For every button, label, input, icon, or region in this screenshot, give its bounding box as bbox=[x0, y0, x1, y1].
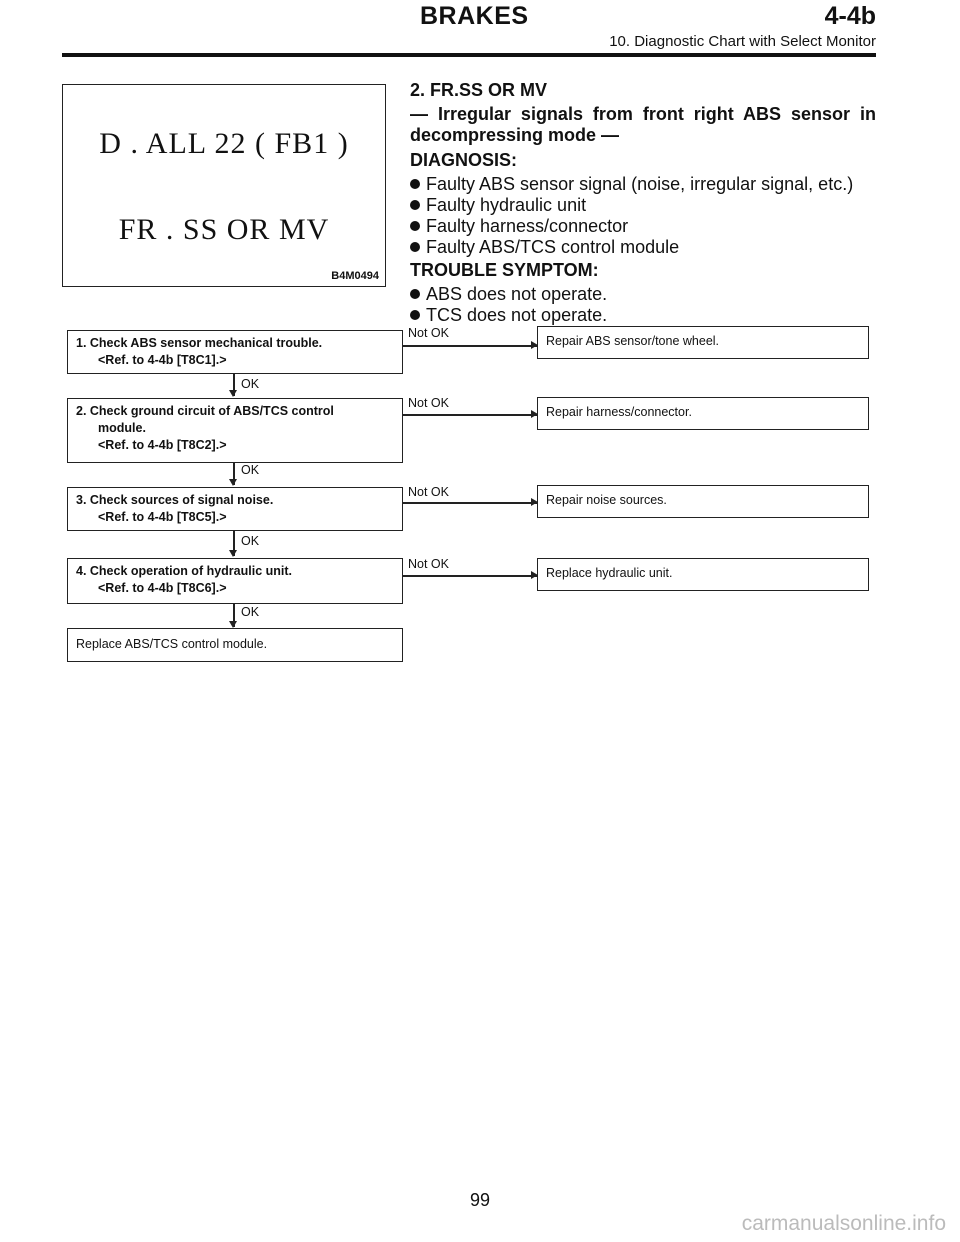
symptom-item: ABS does not operate. bbox=[410, 284, 607, 305]
flow-step-4: 4. Check operation of hydraulic unit. <Ref. to 4-4b [T8C6].> bbox=[67, 558, 403, 604]
not-ok-label: Not OK bbox=[408, 326, 449, 340]
bullet-icon bbox=[410, 242, 420, 252]
symptom-heading: TROUBLE SYMPTOM: bbox=[410, 260, 599, 280]
bullet-icon bbox=[410, 289, 420, 299]
section-title: BRAKES bbox=[420, 2, 529, 30]
page-number: 99 bbox=[469, 1190, 491, 1210]
ok-arrow bbox=[233, 374, 235, 396]
monitor-display-figure bbox=[62, 84, 386, 287]
figure-code: B4M0494 bbox=[331, 270, 379, 282]
display-line-2: FR . SS OR MV bbox=[118, 213, 330, 246]
diagnosis-heading: DIAGNOSIS: bbox=[410, 150, 518, 170]
section-subtitle: 10. Diagnostic Chart with Select Monitor bbox=[609, 33, 876, 50]
not-ok-arrow bbox=[403, 345, 537, 347]
ok-label: OK bbox=[241, 463, 260, 477]
header-rule bbox=[62, 53, 876, 57]
flow-action-4: Replace hydraulic unit. bbox=[537, 558, 869, 591]
trouble-title: 2. FR.SS OR MV bbox=[410, 80, 548, 100]
ok-arrow bbox=[233, 463, 235, 485]
ok-label: OK bbox=[241, 534, 260, 548]
diagnosis-item: Faulty hydraulic unit bbox=[410, 195, 586, 216]
flow-step-3: 3. Check sources of signal noise. <Ref. to 4-4b [T8C5].> bbox=[67, 487, 403, 531]
watermark: carmanualsonline.info bbox=[741, 1212, 946, 1235]
section-code: 4-4b bbox=[824, 2, 876, 30]
flow-action-1: Repair ABS sensor/tone wheel. bbox=[537, 326, 869, 359]
flow-step-1: 1. Check ABS sensor mechanical trouble. <Ref. to 4-4b [T8C1].> bbox=[67, 330, 403, 374]
not-ok-arrow bbox=[403, 502, 537, 504]
flow-final-step: Replace ABS/TCS control module. bbox=[67, 628, 403, 662]
ok-label: OK bbox=[241, 377, 260, 391]
not-ok-label: Not OK bbox=[408, 557, 449, 571]
display-line-1: D . ALL 22 ( FB1 ) bbox=[99, 127, 349, 160]
bullet-icon bbox=[410, 179, 420, 189]
ok-label: OK bbox=[241, 605, 260, 619]
flow-action-2: Repair harness/connector. bbox=[537, 397, 869, 430]
diagnosis-item: Faulty harness/connector bbox=[410, 216, 628, 237]
not-ok-label: Not OK bbox=[408, 396, 449, 410]
diagnosis-item: Faulty ABS/TCS control module bbox=[410, 237, 679, 258]
not-ok-label: Not OK bbox=[408, 485, 449, 499]
ok-arrow bbox=[233, 604, 235, 627]
symptom-item: TCS does not operate. bbox=[410, 305, 607, 326]
trouble-description: — Irregular signals from front right ABS sensor in decompressing mode — bbox=[410, 104, 876, 145]
bullet-icon bbox=[410, 310, 420, 320]
bullet-icon bbox=[410, 221, 420, 231]
diagnosis-item: Faulty ABS sensor signal (noise, irregular signal, etc.) bbox=[410, 174, 853, 195]
ok-arrow bbox=[233, 531, 235, 556]
flow-step-2: 2. Check ground circuit of ABS/TCS control module. <Ref. to 4-4b [T8C2].> bbox=[67, 398, 403, 463]
not-ok-arrow bbox=[403, 575, 537, 577]
bullet-icon bbox=[410, 200, 420, 210]
not-ok-arrow bbox=[403, 414, 537, 416]
flow-action-3: Repair noise sources. bbox=[537, 485, 869, 518]
